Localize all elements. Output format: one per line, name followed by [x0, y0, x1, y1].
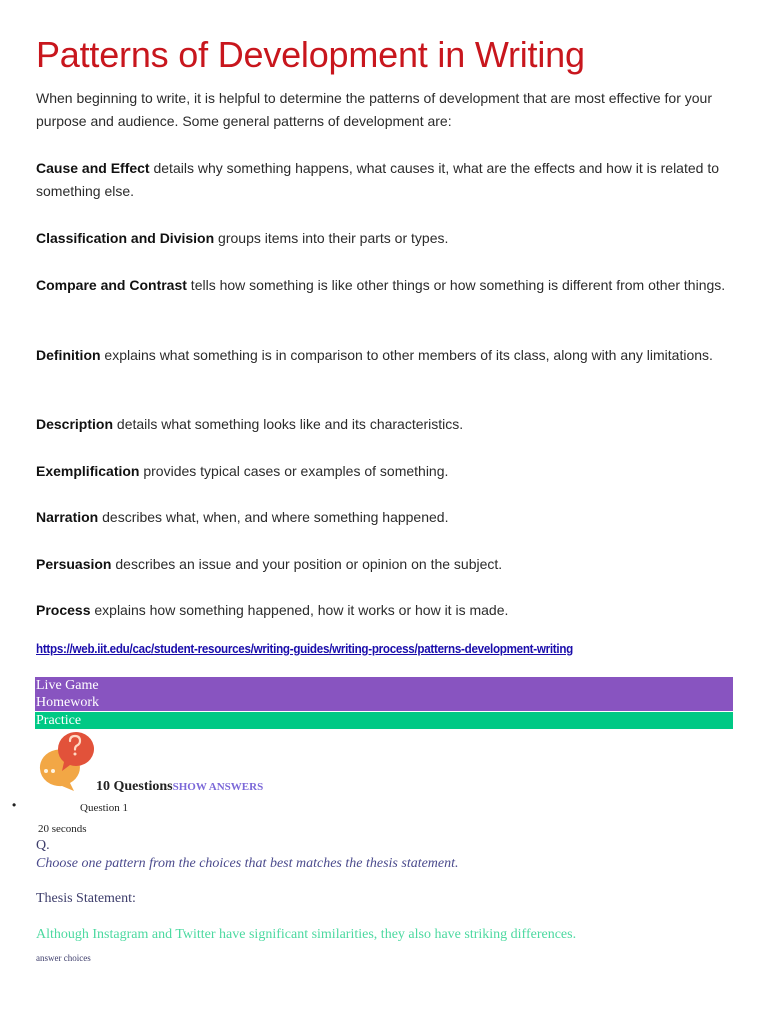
pattern-term: Cause and Effect — [36, 160, 150, 176]
source-link[interactable]: https://web.iit.edu/cac/student-resources/writing-guides/writing-process/patterns-development-writing — [36, 642, 574, 656]
show-answers-button[interactable]: SHOW ANSWERS — [172, 781, 264, 793]
pattern-definition — [36, 344, 736, 367]
pattern-term: Exemplification — [36, 463, 140, 479]
pattern-cause-effect — [36, 157, 736, 203]
pattern-term: Process — [36, 602, 91, 618]
pattern-persuasion — [36, 553, 736, 576]
pattern-description: details what something looks like and its characteristics. — [113, 416, 464, 432]
thesis-label: Thesis Statement: — [36, 891, 136, 906]
pattern-term: Description — [36, 416, 114, 432]
question-count — [96, 779, 263, 795]
question-label: Q. — [36, 838, 50, 853]
pattern-description-item — [36, 413, 736, 436]
page-title: Patterns of Development in Writing — [36, 34, 585, 75]
pattern-classification — [36, 227, 736, 250]
pattern-term: Definition — [36, 347, 101, 363]
question-bubble-icon — [34, 727, 98, 795]
pattern-description: tells how something is like other things or how something is different from other things. — [186, 277, 726, 293]
pattern-term: Compare and Contrast — [36, 277, 187, 293]
question-timer: 20 seconds — [38, 823, 87, 835]
pattern-term: Persuasion — [36, 556, 112, 572]
question-text: Choose one pattern from the choices that best matches the thesis statement. — [36, 856, 459, 871]
pattern-term: Classification and Division — [36, 230, 215, 246]
practice-button[interactable]: Practice — [35, 712, 733, 729]
answer-choices-label: answer choices — [36, 953, 91, 963]
intro-paragraph: When beginning to write, it is helpful to determine the patterns of development that are most effective for your purpose and audience. Some general patterns of development are: — [36, 90, 712, 129]
list-bullet: • — [12, 798, 17, 812]
pattern-narration — [36, 506, 736, 529]
question-number: Question 1 — [80, 802, 128, 814]
question-count-label: 10 Questions — [96, 779, 173, 794]
thesis-statement: Although Instagram and Twitter have significant similarities, they also have striking differences. — [36, 927, 577, 942]
live-game-button[interactable]: Live Game — [35, 677, 733, 694]
pattern-description: explains what something is in comparison to other members of its class, along with any limitations. — [100, 347, 713, 363]
homework-button[interactable]: Homework — [35, 694, 733, 711]
pattern-description: groups items into their parts or types. — [214, 230, 449, 246]
pattern-description: details why something happens, what causes it, what are the effects and how it is related to something else. — [36, 160, 719, 199]
pattern-description: provides typical cases or examples of something. — [139, 463, 449, 479]
pattern-description: explains how something happened, how it works or how it is made. — [90, 602, 509, 618]
pattern-description: describes what, when, and where something happened. — [98, 509, 449, 525]
pattern-description: describes an issue and your position or opinion on the subject. — [111, 556, 503, 572]
pattern-process — [36, 599, 736, 622]
pattern-compare-contrast — [36, 274, 736, 297]
pattern-term: Narration — [36, 509, 99, 525]
pattern-exemplification — [36, 460, 736, 483]
